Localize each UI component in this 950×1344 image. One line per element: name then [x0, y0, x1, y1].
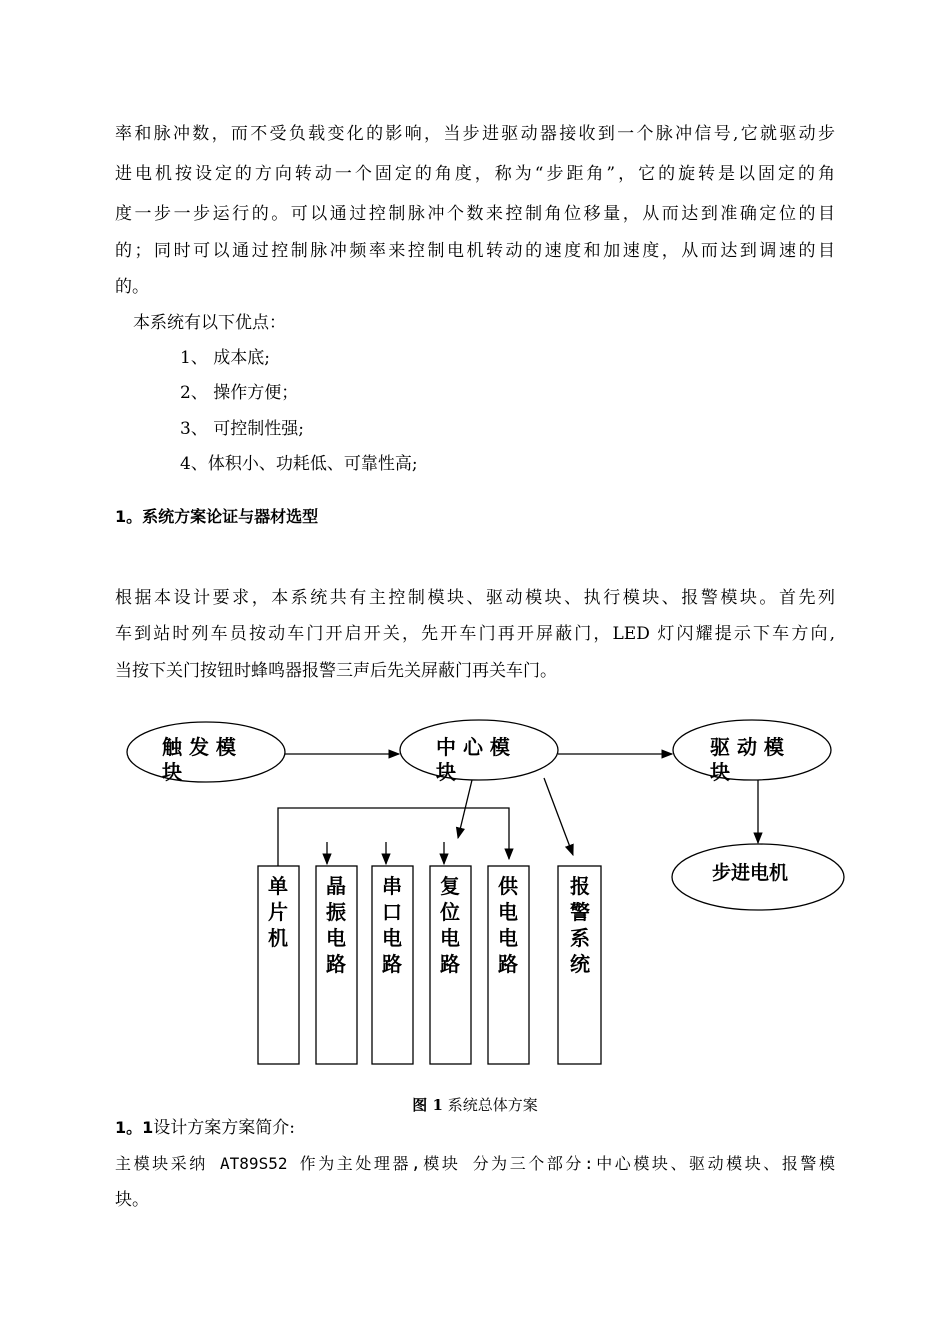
paragraph2-line-2: 车到站时列车员按动车门开启开关，先开车门再开屏蔽门，LED 灯闪耀提示下车方向,	[115, 624, 835, 644]
center-to-alarm-arrow	[544, 778, 573, 855]
center-module-label: 中 心 模	[436, 735, 510, 759]
paragraph2-line-3: 当按下关门按钮时蜂鸣器报警三声后先关屏蔽门再关车门。	[115, 661, 557, 681]
advantages-intro: 本系统有以下优点：	[133, 313, 286, 333]
figure-number: 图 1	[412, 1096, 443, 1114]
trigger-module-label: 触 发 模	[162, 735, 236, 759]
mcu-label: 单片机	[268, 874, 288, 950]
serial-circuit-block	[372, 866, 413, 1064]
reset-circuit-label: 复位电路	[440, 874, 460, 976]
subsection-number: 1。1	[115, 1118, 154, 1137]
advantage-item: 4、体积小、功耗低、可靠性高;	[180, 454, 418, 474]
drive-module-ellipse	[673, 720, 831, 780]
center-module-ellipse	[400, 720, 558, 780]
paragraph1-line-3: 度一步一步运行的。可以通过控制脉冲个数来控制角位移量，从而达到准确定位的目	[115, 204, 835, 224]
paragraph3-line-1: 主模块采纳 AT89S52 作为主处理器,模块 分为三个部分:中心模块、驱动模块、报警模	[115, 1154, 835, 1173]
paragraph1-line-2: 进电机按设定的方向转动一个固定的角度，称为“步距角”，它的旋转是以固定的角	[115, 164, 835, 184]
mcu-block	[258, 866, 299, 1064]
mcu-bus-line	[278, 808, 509, 866]
center-to-reset-arrow	[458, 780, 472, 838]
trigger-module-ellipse	[127, 722, 285, 782]
trigger-module-label-2: 块	[162, 760, 182, 784]
advantage-item: 1、 成本底;	[180, 348, 270, 368]
stepper-motor-label: 步进电机	[712, 862, 789, 884]
drive-module-label: 驱 动 模	[710, 735, 784, 759]
subsection-heading	[115, 1118, 295, 1138]
alarm-system-label: 报警系统	[570, 874, 590, 976]
power-circuit-block	[488, 866, 529, 1064]
crystal-circuit-label: 晶振电路	[326, 874, 346, 976]
advantage-item: 2、 操作方便；	[180, 383, 299, 403]
center-module-label-2: 块	[436, 760, 456, 784]
drive-module-label-2: 块	[710, 760, 730, 784]
alarm-system-block	[558, 866, 601, 1064]
subsection-title: 设计方案方案简介:	[153, 1118, 296, 1138]
serial-circuit-label: 串口电路	[382, 874, 402, 976]
paragraph3-line-2: 块。	[115, 1190, 149, 1210]
paragraph1-line-1: 率和脉冲数，而不受负载变化的影响，当步进驱动器接收到一个脉冲信号,它就驱动步	[115, 124, 835, 144]
figure-caption	[0, 1094, 950, 1115]
power-circuit-label: 供电电路	[498, 874, 518, 976]
paragraph2-line-1: 根据本设计要求，本系统共有主控制模块、驱动模块、执行模块、报警模块。首先列	[115, 588, 835, 608]
stepper-motor-ellipse	[672, 844, 844, 910]
paragraph1-line-5: 的。	[115, 277, 149, 297]
figure-caption-text: 系统总体方案	[447, 1096, 538, 1114]
section-heading: 1。系统方案论证与器材选型	[115, 507, 319, 526]
reset-circuit-block	[430, 866, 471, 1064]
paragraph1-line-4: 的；同时可以通过控制脉冲频率来控制电机转动的速度和加速度，从而达到调速的目	[115, 241, 835, 261]
advantage-item: 3、 可控制性强;	[180, 419, 304, 439]
crystal-circuit-block	[316, 866, 357, 1064]
